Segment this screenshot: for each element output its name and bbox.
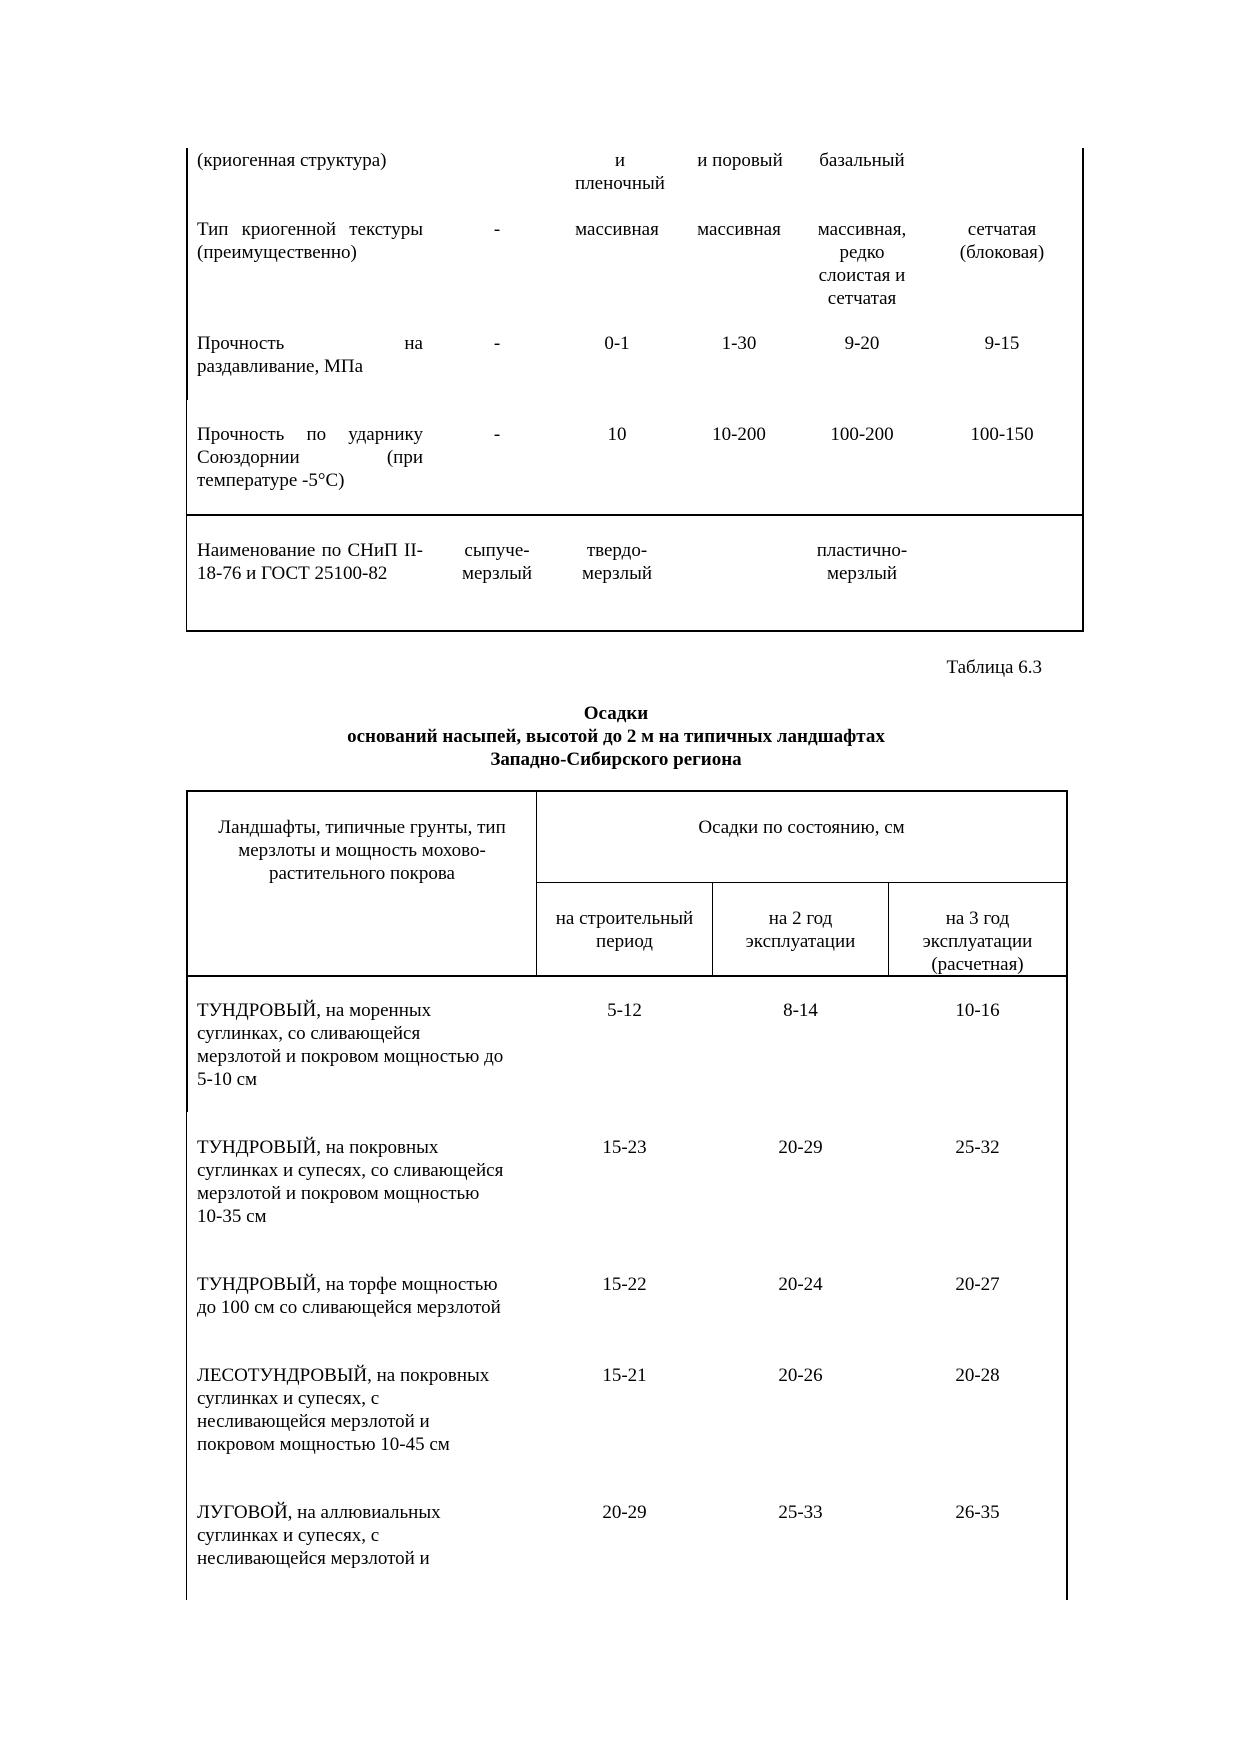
table1-cell: 0-1 <box>604 333 630 354</box>
table1-cell: сетчатая (блоковая) <box>959 219 1045 263</box>
table2-header-landscapes: Ландшафты, типичные грунты, тип мерзлоты и мощность мохово- растительного покрова <box>218 817 506 884</box>
table2-header-col: на 2 год эксплуатации <box>745 908 856 952</box>
table1-cell: 10-200 <box>712 424 766 445</box>
table2-value: 20-28 <box>955 1365 1000 1386</box>
table2-value: 26-35 <box>955 1502 1000 1523</box>
table2-value: 5-12 <box>607 1000 642 1021</box>
table1-cell: массивная <box>697 219 781 240</box>
table1-cell: сыпуче- мерзлый <box>461 540 533 584</box>
table1-cell: 9-20 <box>844 333 880 354</box>
table2-group-divider <box>536 882 1068 883</box>
table1-row-label: Прочность по ударнику Союздорнии (при температуре -5°С) <box>197 424 423 491</box>
table-number-label: Таблица 6.3 <box>946 657 1042 678</box>
table2-value: 20-26 <box>778 1365 823 1386</box>
table2-row-label: ЛУГОВОЙ, на аллювиальных суглинках и супесях, с несливающейся мерзлотой и <box>197 1502 441 1569</box>
table1-right-border <box>1082 148 1084 632</box>
table2-value: 8-14 <box>783 1000 818 1021</box>
table2-header-col: на 3 год эксплуатации (расчетная) <box>922 908 1033 975</box>
table1-cell: - <box>493 219 501 240</box>
table1-row-label: Тип криогенной текстуры (преимущественно) <box>197 219 423 263</box>
table2-value: 15-23 <box>602 1137 647 1158</box>
table1-cell: массивная, редко слоистая и сетчатая <box>817 219 907 309</box>
table2-value: 20-29 <box>602 1502 647 1523</box>
table2-row-label: ТУНДРОВЫЙ, на торфе мощностью до 100 см со сливающейся мерзлотой <box>197 1274 501 1318</box>
table2-value: 15-21 <box>602 1365 647 1386</box>
table1-row-divider <box>186 514 1084 516</box>
table2-value: 10-16 <box>955 1000 1000 1021</box>
table1-cell: 10 <box>607 424 627 445</box>
table1-cell: базальный <box>819 150 905 171</box>
table2-value: 15-22 <box>602 1274 647 1295</box>
table1-cell: 9-15 <box>984 333 1020 354</box>
table2-value: 25-33 <box>778 1502 823 1523</box>
table1-cell: 100-200 <box>830 424 894 445</box>
table2-value: 20-24 <box>778 1274 823 1295</box>
caption-subtitle: оснований насыпей, высотой до 2 м на типичных ландшафтах <box>347 726 885 747</box>
table2-value: 20-27 <box>955 1274 1000 1295</box>
table1-row-label: (криогенная структура) <box>197 150 387 171</box>
table2-left-border-lower <box>186 1112 187 1600</box>
table1-left-border-upper <box>186 148 188 400</box>
table1-cell: 100-150 <box>970 424 1034 445</box>
table1-cell: массивная <box>575 219 659 240</box>
table1-cell: - <box>493 424 501 445</box>
table2-header-col: на строительный период <box>555 908 694 952</box>
table2-row-label: ТУНДРОВЫЙ, на покровных суглинках и супесях, со сливающейся мерзлотой и покровом мощностью 10-35 см <box>197 1137 504 1227</box>
table2-value: 20-29 <box>778 1137 823 1158</box>
table2-row-label: ТУНДРОВЫЙ, на моренных суглинках, со сливающейся мерзлотой и покровом мощностью до 5-10 см <box>197 1000 504 1090</box>
table2-right-border <box>1066 790 1068 1600</box>
table2-header-settlement-group: Осадки по состоянию, см <box>698 817 905 838</box>
caption-region: Западно-Сибирского региона <box>490 749 742 770</box>
table1-cell: твердо- мерзлый <box>581 540 653 584</box>
table1-cell: и пленочный <box>575 150 665 194</box>
caption-title: Осадки <box>583 703 649 724</box>
table1-cell: пластично- мерзлый <box>816 540 908 584</box>
table1-cell: 1-30 <box>721 333 757 354</box>
table1-cell: - <box>493 333 501 354</box>
table1-cell: и поровый <box>697 150 783 171</box>
table2-row-label: ЛЕСОТУНДРОВЫЙ, на покровных суглинках и супесях, с несливающейся мерзлотой и покровом мощностью 10-45 см <box>197 1365 490 1455</box>
table1-bottom-border <box>186 630 1084 632</box>
table1-left-border-lower <box>186 400 187 632</box>
table2-top-border <box>186 790 1068 792</box>
table1-row-label: Наименование по СНиП II-18-76 и ГОСТ 25100-82 <box>197 540 423 584</box>
table2-value: 25-32 <box>955 1137 1000 1158</box>
table1-row-label: Прочность на раздавливание, МПа <box>197 333 423 377</box>
